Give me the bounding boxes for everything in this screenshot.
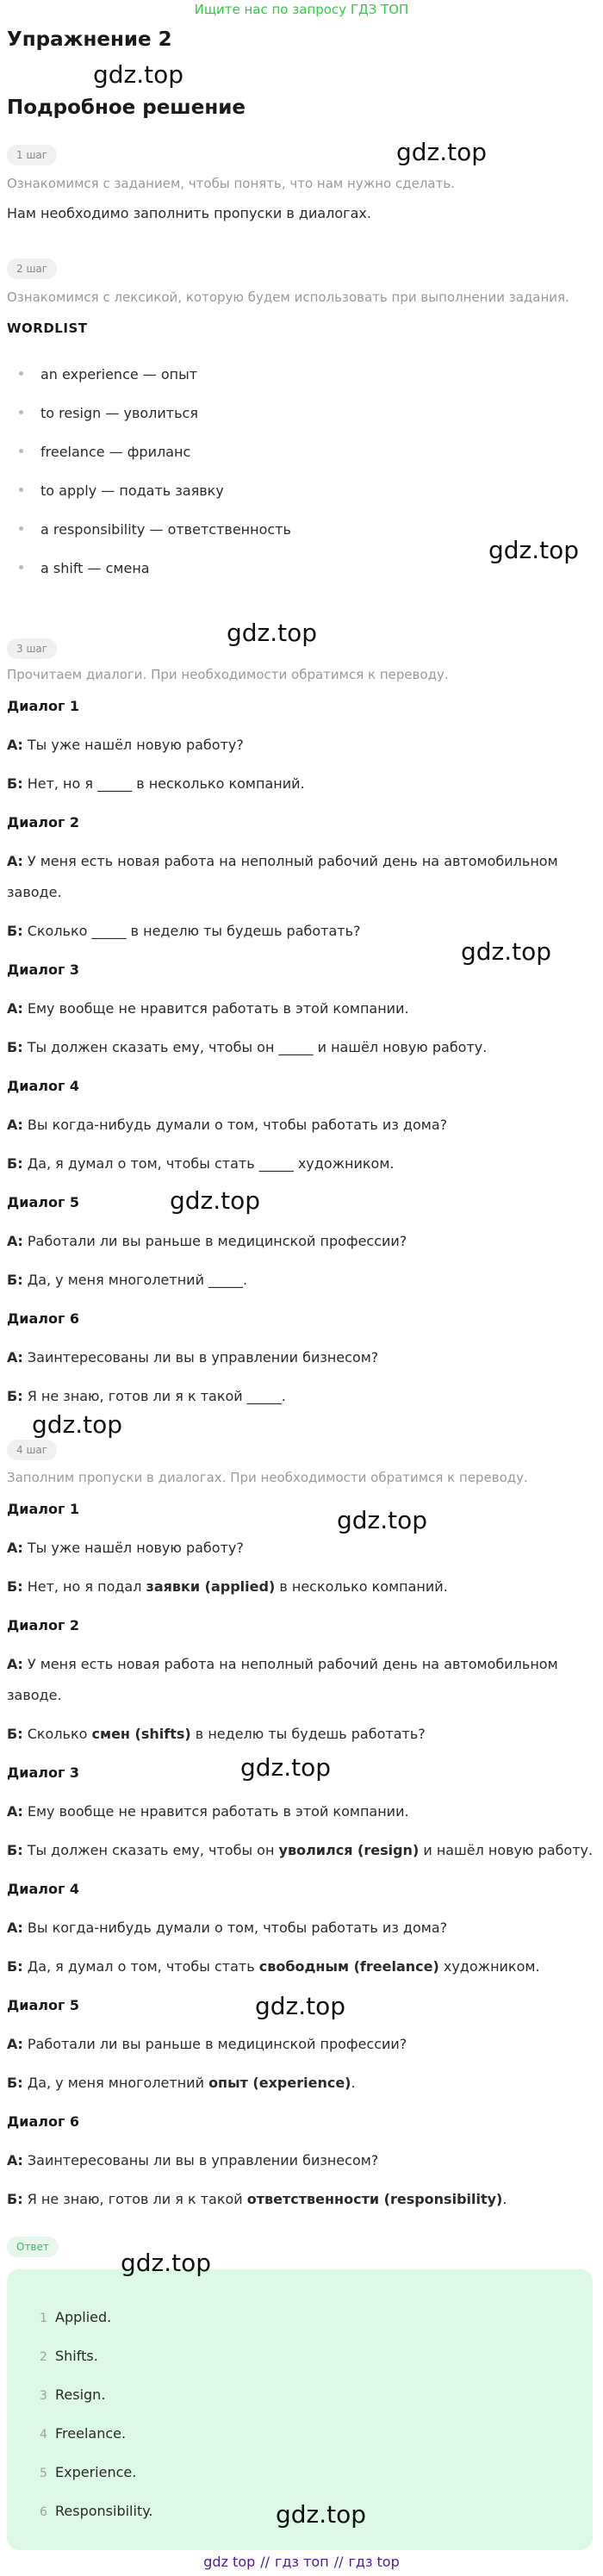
dialog-2-line-a: А: У меня есть новая работа на неполный рабочий день на автомобильном	[7, 853, 558, 869]
step-3-badge: 3 шаг	[7, 638, 57, 659]
wordlist-item: an experience — опыт	[19, 366, 197, 383]
step-1-hint: Ознакомимся с заданием, чтобы понять, что нам нужно сделать.	[7, 176, 455, 191]
answer-item: 3 Resign.	[40, 2386, 106, 2403]
step-4-badge: 4 шаг	[7, 1440, 57, 1460]
answer-dialog-1-title: Диалог 1	[7, 1501, 80, 1517]
answer-dialog-5-line-a: А: Работали ли вы раньше в медицинской профессии?	[7, 2036, 407, 2052]
dialog-1-line-a: А: Ты уже нашёл новую работу?	[7, 737, 244, 753]
dialog-1-title: Диалог 1	[7, 698, 80, 714]
watermark: gdz.top	[32, 1410, 123, 1439]
step-2-badge: 2 шаг	[7, 258, 57, 279]
dialog-5-line-b: Б: Да, у меня многолетний _____.	[7, 1272, 248, 1288]
dialog-5-title: Диалог 5	[7, 1194, 80, 1210]
answer-item: 2 Shifts.	[40, 2348, 98, 2364]
bullet-icon	[19, 449, 23, 453]
answer-dialog-6-line-a: А: Заинтересованы ли вы в управлении бизнесом?	[7, 2152, 379, 2168]
answer-dialog-5-line-b: Б: Да, у меня многолетний опыт (experience).	[7, 2075, 356, 2091]
answer-dialog-4-line-b: Б: Да, я думал о том, чтобы стать свободным (freelance) художником.	[7, 1958, 540, 1975]
dialog-6-title: Диалог 6	[7, 1310, 80, 1327]
answer-dialog-2-line-a: А: У меня есть новая работа на неполный рабочий день на автомобильном	[7, 1656, 558, 1672]
watermark: gdz.top	[240, 1753, 332, 1782]
answer-dialog-6-title: Диалог 6	[7, 2113, 80, 2130]
page-title: Упражнение 2	[7, 28, 172, 51]
dialog-6-line-b: Б: Я не знаю, готов ли я к такой _____.	[7, 1388, 286, 1404]
answer-dialog-1-line-a: А: Ты уже нашёл новую работу?	[7, 1540, 244, 1556]
footer-link[interactable]: гдз топ	[275, 2554, 329, 2570]
dialog-4-line-a: А: Вы когда-нибудь думали о том, чтобы работать из дома?	[7, 1117, 448, 1133]
answer-item: 1 Applied.	[40, 2309, 112, 2325]
dialog-2-line-a-cont: заводе.	[7, 884, 62, 900]
footer-link[interactable]: гдз top	[348, 2554, 400, 2570]
answer-dialog-6-line-b: Б: Я не знаю, готов ли я к такой ответственности (responsibility).	[7, 2191, 507, 2207]
watermark: gdz.top	[121, 2249, 212, 2277]
answer-dialog-3-line-a: А: Ему вообще не нравится работать в этой компании.	[7, 1803, 409, 1820]
bullet-icon	[19, 488, 23, 492]
dialog-3-title: Диалог 3	[7, 961, 80, 978]
answer-dialog-2-title: Диалог 2	[7, 1617, 80, 1633]
watermark: gdz.top	[488, 536, 580, 564]
wordlist-item: freelance — фриланс	[19, 444, 190, 460]
dialog-2-line-b: Б: Сколько _____ в неделю ты будешь работать?	[7, 923, 361, 939]
watermark: gdz.top	[93, 60, 184, 89]
watermark: gdz.top	[461, 937, 552, 966]
dialog-4-title: Диалог 4	[7, 1078, 80, 1094]
dialog-6-line-a: А: Заинтересованы ли вы в управлении бизнесом?	[7, 1349, 379, 1366]
watermark: gdz.top	[276, 2500, 367, 2529]
bullet-icon	[19, 410, 23, 414]
watermark: gdz.top	[170, 1186, 261, 1215]
footer-link[interactable]: gdz top	[203, 2554, 256, 2570]
wordlist-item: to resign — уволиться	[19, 405, 198, 421]
answer-dialog-3-line-b: Б: Ты должен сказать ему, чтобы он уволился (resign) и нашёл новую работу.	[7, 1842, 594, 1858]
step-1-text: Нам необходимо заполнить пропуски в диалогах.	[7, 205, 371, 221]
dialog-2-title: Диалог 2	[7, 814, 80, 831]
answer-dialog-4-title: Диалог 4	[7, 1881, 80, 1897]
answer-badge: Ответ	[7, 2237, 59, 2257]
answer-dialog-2-line-a-cont: заводе.	[7, 1687, 62, 1703]
bullet-icon	[19, 371, 23, 376]
answer-dialog-1-line-b: Б: Нет, но я подал заявки (applied) в несколько компаний.	[7, 1578, 448, 1595]
answer-dialog-5-title: Диалог 5	[7, 1997, 80, 2013]
step-4-hint: Заполним пропуски в диалогах. При необходимости обратимся к переводу.	[7, 1470, 528, 1485]
footer-separator: //	[333, 2554, 344, 2570]
answer-item: 5 Experience.	[40, 2464, 137, 2480]
answer-dialog-4-line-a: А: Вы когда-нибудь думали о том, чтобы работать из дома?	[7, 1920, 448, 1936]
wordlist-title: WORDLIST	[7, 320, 88, 336]
bullet-icon	[19, 565, 23, 569]
wordlist-item: a shift — смена	[19, 560, 150, 576]
watermark: gdz.top	[337, 1506, 428, 1534]
step-1-badge: 1 шаг	[7, 145, 57, 165]
footer-links	[0, 2554, 603, 2570]
dialog-1-line-b: Б: Нет, но я _____ в несколько компаний.	[7, 775, 305, 792]
footer-separator: //	[260, 2554, 270, 2570]
dialog-3-line-b: Б: Ты должен сказать ему, чтобы он _____ и нашёл новую работу.	[7, 1039, 488, 1055]
watermark: gdz.top	[255, 1992, 346, 2020]
answer-dialog-3-title: Диалог 3	[7, 1764, 80, 1781]
answer-item: 6 Responsibility.	[40, 2503, 153, 2519]
promo-banner[interactable]: Ищите нас по запросу ГДЗ ТОП	[194, 2, 409, 17]
dialog-3-line-a: А: Ему вообще не нравится работать в этой компании.	[7, 1000, 409, 1017]
dialog-5-line-a: А: Работали ли вы раньше в медицинской профессии?	[7, 1233, 407, 1249]
wordlist-item: a responsibility — ответственность	[19, 521, 291, 538]
dialog-4-line-b: Б: Да, я думал о том, чтобы стать _____ художником.	[7, 1155, 395, 1172]
bullet-icon	[19, 526, 23, 531]
watermark: gdz.top	[396, 138, 488, 166]
watermark: gdz.top	[227, 619, 318, 647]
solution-title: Подробное решение	[7, 96, 246, 119]
step-3-hint: Прочитаем диалоги. При необходимости обратимся к переводу.	[7, 667, 449, 682]
answer-dialog-2-line-b: Б: Сколько смен (shifts) в неделю ты будешь работать?	[7, 1726, 426, 1742]
wordlist-item: to apply — подать заявку	[19, 482, 224, 499]
answer-item: 4 Freelance.	[40, 2425, 127, 2442]
step-2-hint: Ознакомимся с лексикой, которую будем использовать при выполнении задания.	[7, 289, 569, 305]
